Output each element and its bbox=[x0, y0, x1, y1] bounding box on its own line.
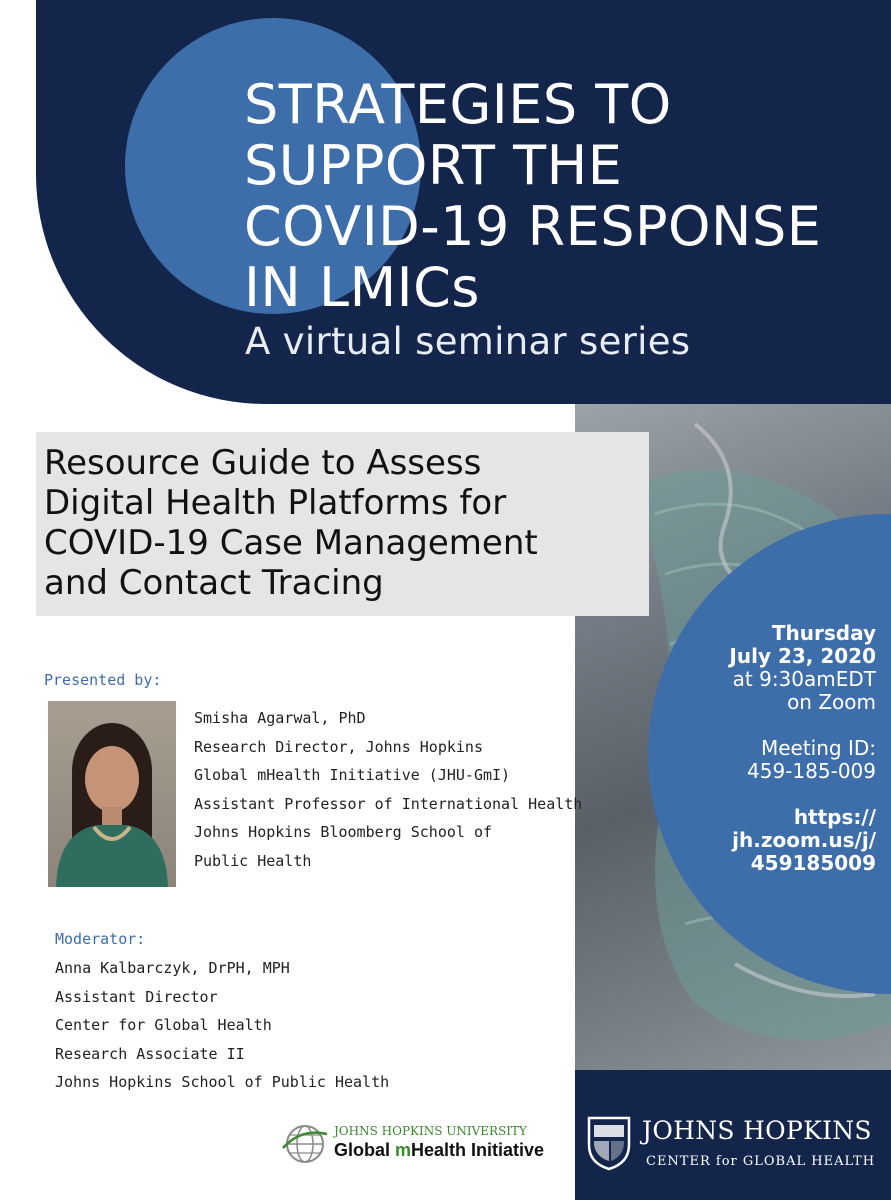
moderator-details bbox=[55, 954, 389, 1097]
moderator-line: Center for Global Health bbox=[55, 1016, 272, 1035]
event-platform: on Zoom bbox=[787, 690, 876, 714]
topic-line: Digital Health Platforms for bbox=[44, 483, 507, 523]
gmi-logo-word: Global bbox=[334, 1140, 396, 1160]
moderator-label: Moderator: bbox=[55, 930, 146, 948]
presenter-line: Smisha Agarwal, PhD bbox=[194, 709, 366, 727]
presenter-photo bbox=[48, 701, 176, 887]
zoom-link-line[interactable]: https:// bbox=[793, 805, 876, 829]
gmi-logo-m: m bbox=[395, 1140, 412, 1160]
event-details bbox=[660, 622, 876, 875]
presenter-line: Assistant Professor of International Health bbox=[194, 794, 583, 813]
series-title-line: IN LMICs bbox=[244, 256, 480, 319]
topic-line: Resource Guide to Assess bbox=[44, 443, 482, 483]
presenter-details bbox=[194, 704, 582, 876]
series-title bbox=[244, 74, 884, 318]
presenter-line: Public Health bbox=[194, 851, 312, 870]
jhu-shield-icon bbox=[586, 1115, 632, 1171]
gmi-logo-name bbox=[334, 1140, 544, 1161]
moderator-line: Assistant Director bbox=[55, 987, 218, 1006]
gmi-logo-university: JOHNS HOPKINS UNIVERSITY bbox=[334, 1124, 527, 1138]
event-day: Thursday bbox=[771, 621, 876, 645]
globe-logo-icon bbox=[281, 1120, 329, 1168]
presenter-line: Global mHealth Initiative (JHU-GmI) bbox=[194, 766, 511, 785]
moderator-line: Johns Hopkins School of Public Health bbox=[55, 1073, 390, 1092]
moderator-line: Anna Kalbarczyk, DrPH, MPH bbox=[55, 959, 290, 977]
topic-line: COVID-19 Case Management bbox=[44, 523, 538, 563]
meeting-id: 459-185-009 bbox=[747, 759, 876, 783]
zoom-link-line[interactable]: 459185009 bbox=[750, 851, 876, 875]
seminar-topic bbox=[44, 443, 644, 603]
topic-line: and Contact Tracing bbox=[44, 563, 384, 603]
moderator-line: Research Associate II bbox=[55, 1044, 245, 1063]
series-subtitle: A virtual seminar series bbox=[245, 320, 691, 363]
series-title-line: COVID-19 RESPONSE bbox=[244, 195, 822, 258]
meeting-id-label: Meeting ID: bbox=[760, 736, 876, 760]
presenter-portrait bbox=[48, 701, 176, 887]
jhu-logo-subtitle: CENTER for GLOBAL HEALTH bbox=[646, 1154, 876, 1169]
presented-by-label: Presented by: bbox=[44, 671, 162, 689]
gmi-logo-word: Health Initiative bbox=[411, 1140, 545, 1160]
jhu-logo-name: JOHNS HOPKINS bbox=[642, 1116, 872, 1145]
series-title-line: STRATEGIES TO bbox=[244, 73, 672, 136]
series-title-line: SUPPORT THE bbox=[244, 134, 623, 197]
event-time: at 9:30amEDT bbox=[732, 667, 876, 691]
zoom-link-line[interactable]: jh.zoom.us/j/ bbox=[732, 828, 876, 852]
presenter-line: Johns Hopkins Bloomberg School of bbox=[194, 823, 493, 842]
event-date: July 23, 2020 bbox=[729, 644, 876, 668]
presenter-line: Research Director, Johns Hopkins bbox=[194, 737, 483, 756]
